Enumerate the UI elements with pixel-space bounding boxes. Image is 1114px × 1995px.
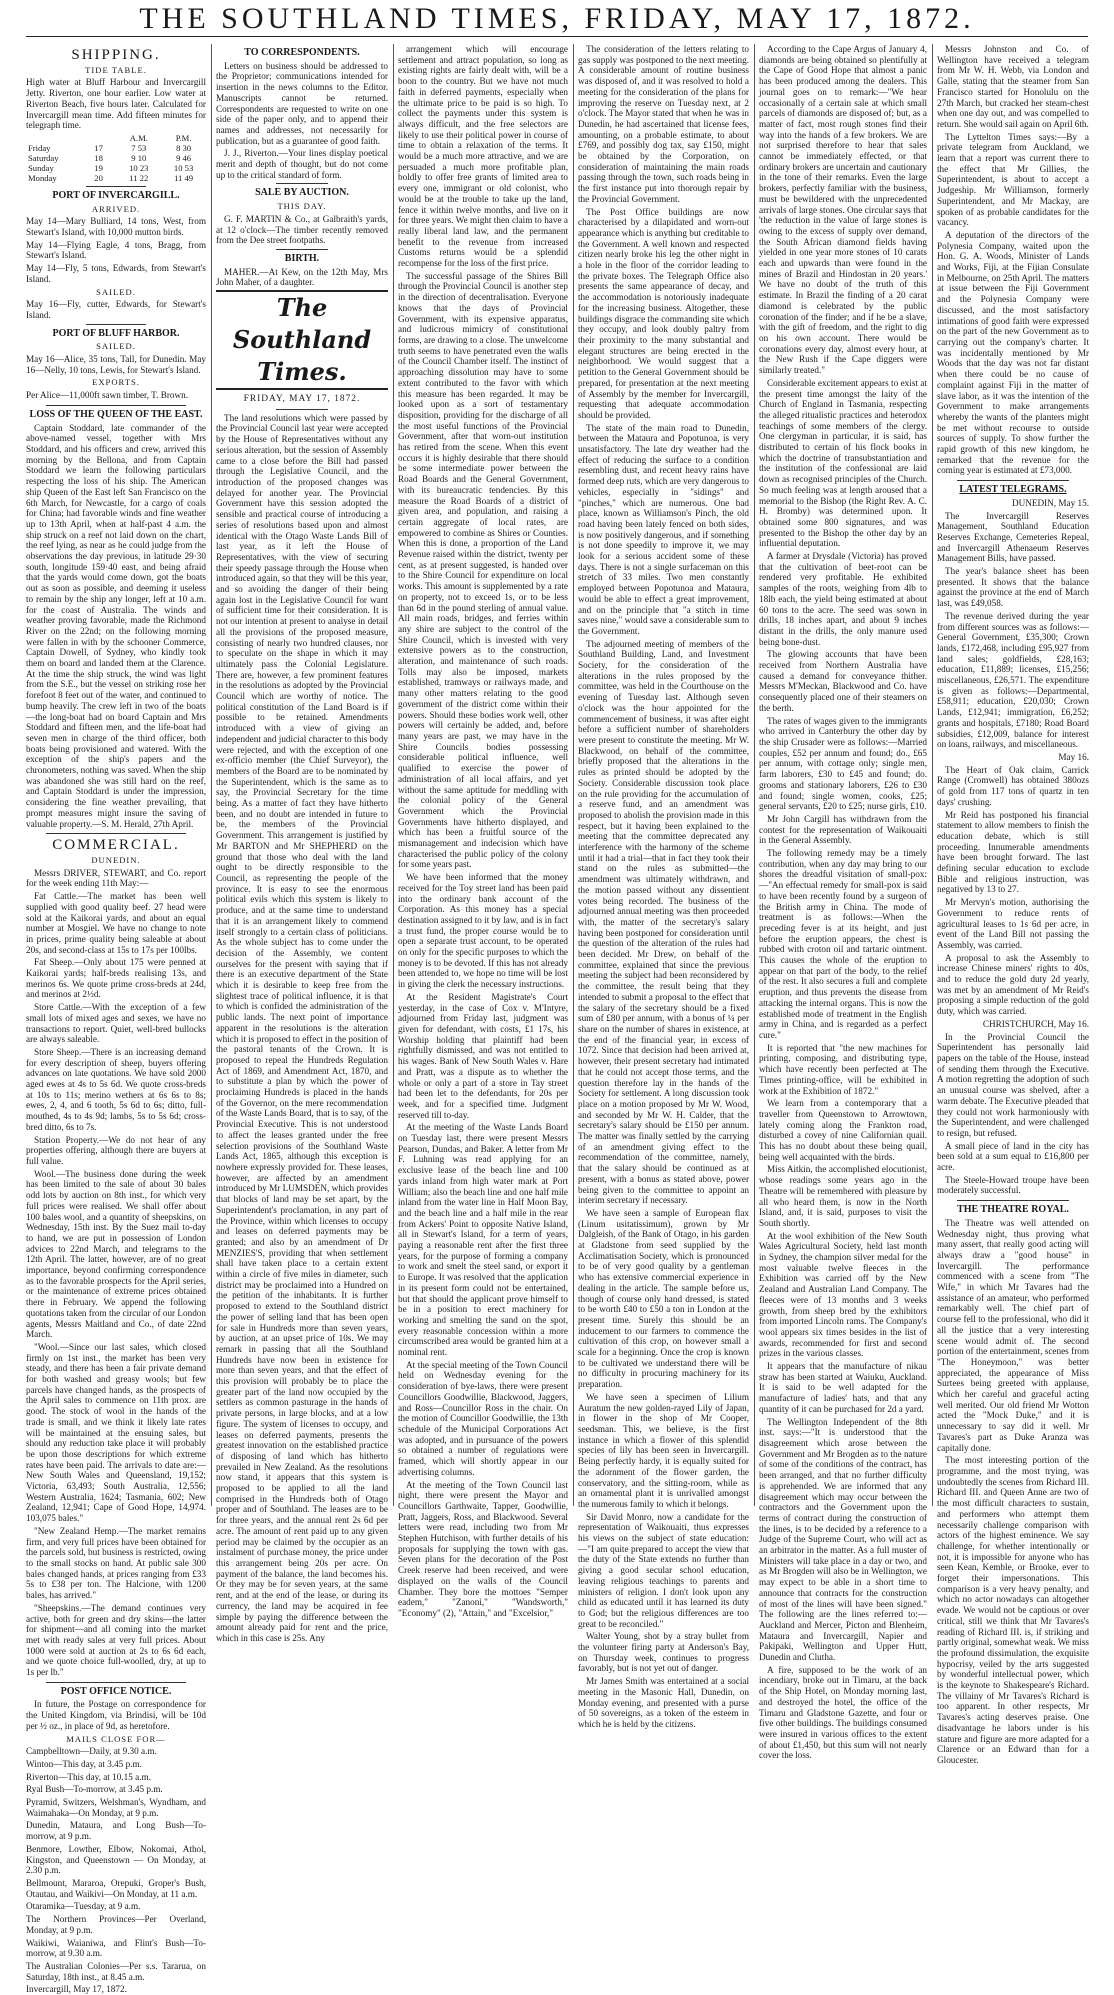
mail-entry: Ryal Bush—To-morrow, at 3.45 p.m. [26,1784,163,1795]
tide-cell: 10 23 [129,162,149,173]
tide-cell: 9 10 [131,152,147,163]
article-paragraph: At the Resident Magistrate's Court yesterday, in the case of Cox v. M'Intyre, adjourned from Friday last, judgment was given for defendant, with costs, £1 17s, his Worship holding that plaintiff had been rightfully dismissed, and was not entitled to his wages. Bank of New South Wales v. Hare and Pratt, was a dispute as to whether the whole or only a part of a store in Tay street had been let to the defendants, for 20s per week, and for a specified time. Judgment reserved till to-day. [398,991,568,1120]
article-paragraph: G. F. MARTIN & Co., at Galbraith's yards, at 12 o'clock—The timber recently removed from the Dee street footpaths. [216,213,388,246]
exports-entry: Per Alice—11,000ft sawn timber, T. Brown. [26,390,189,401]
article-paragraph: "Wool.—Since our last sales, which closed firmly on 1st inst., the market has been very steady, and there has been a fair private demand for both washed and greasy wools; but few parcels have changed hands, as the prospects of the April sales to commence on 11th prox. are good. The stock of wool in the hands of the trade is small, and we think it likely late rates will be maintained at the ensuing sales, but should any reduction take place it will probably be upon those descriptions for which extreme rates have been paid. The arrivals to date are:— New South Wales and Queensland, 19,152; Victoria, 63,493; South Australia, 12,556; Western Australia, 1624; Tasmania, 602; New Zealand, 12,941; Cape of Good Hope, 14,974. 103,075 bales." [26,1341,206,1524]
divider [86,186,146,187]
tide-cell: 20 [94,172,103,183]
telegram-paragraph: A proposal to ask the Assembly to increase Chinese miners' rights to 40s, and to reduce the gold duty 2d yearly, was met by an amendment of Mr Reid's proposing a simple reduction of the gold duty, which was carried. [937,952,1089,1017]
commercial-heading: COMMERCIAL. [52,837,180,854]
article-paragraph: In future, the Postage on correspondence for the United Kingdom, via Brindisi, will be 10d per ½ oz., in place of 9d, as heretofore. [26,1699,206,1731]
tide-cell: 9 46 [176,152,192,163]
column-6 [937,44,1089,1765]
article-paragraph: A fire, supposed to be the work of an incendiary, broke out in Timaru, at the back of the Ship Hotel, on Monday morning last, and destroyed the hotel, the office of the Timaru and Gladstone Gazette, and four or five other buildings. The buildings consumed were insured in various offices to the extent of about £1,450, but this sum will not nearly cover the loss. [759,1664,927,1761]
article-paragraph: Miss Aitkin, the accomplished elocutionist, whose readings some years ago in the Theatre will be remembered with pleasure by all who heard them, is now in the North Island, and, it is said, purposes to visit the South shortly. [759,1164,927,1228]
arrival-entry: May 14—Fly, 5 tons, Edwards, from Stewart's Island. [26,263,206,284]
divider [276,409,328,410]
tide-row [26,143,206,153]
telegram-paragraph: In the Provincial Council the Superintendent has personally laid papers on the table of the House, instead of sending them through the Executive. A motion regretting the adoption of such an unusual course was shelved, after a warm debate. The Executive pleaded that they could not work harmoniously with the Superintendent, and were challenged to resign, but refused. [937,1031,1089,1138]
article-paragraph: The successful passage of the Shires Bill through the Provincial Council is another step in the direction of decentralisation. Everyone knows that the days of Provincial Government, with its expensive apparatus, and ludicrous mimicry of constitutional forms, are drawing to a close. The unwelcome truth seems to have penetrated even the walls of the Council Chamber itself. The instinct of approaching dissolution may have to some extent contributed to the favor with which this measure has been regarded. It may be looked upon as a sort of testamentary disposition, providing for the discharge of all the most useful functions of the Provincial Government, after that worn-out institution has retired from the scene. When this event occurs it is highly desirable that there should be some intermediate power between the Road Boards and the General Government, with its bureaucratic tendencies. By this measure the Road Boards of a district of given area, and population, and raising a certain aggregate of local rates, are empowered to combine as Shires or Counties. When this is done, a proportion of the Land Revenue raised within the district, twenty per cent, as at present suggested, is handed over to the Shire Council for expenditure on local works. This amount is supplemented by a rate on property, not to exceed 1s, or to be less than 6d in the pound sterling of annual value. All main roads, bridges, and ferries within any shire are subject to the control of the Shire Council, which is invested with very extensive powers as to the construction, alteration, and maintenance of such roads. Tolls may also be imposed, markets established, tramways or railways made, and many other matters relating to the good government of the district come within their powers. Should these bodies work well, other powers will certainly be added, and, before many years are past, we may have in the Shire Councils bodies possessing considerable political influence, well qualified to exercise the power of administration of all local affairs, and yet without the same aptitude for meddling with the colonial policy of the General Government which the Provincial Governments have hitherto displayed, and which has been a fruitful source of the mismanagement and indecision which have characterised the public policy of the colony for some years past. [398,270,568,870]
column-divider [393,44,394,1506]
article-paragraph: We have seen a sample of European flax (Linum usitatissimum), grown by Mr Dalgleish, of the Bank of Otago, in his garden at Gladstone from seed supplied by the Acclimatisation Society, which is pronounced to be of very good quality by a gentleman who has extensive commercial experience in dealing in the article. The sample before us, though of course only hand dressed, is stated to be worth £40 to £50 a ton in London at the present time. Surely this should be an inducement to our farmers to commence the cultivation of this crop, on however small a scale for a beginning. Once the crop is known to be cultivated we understand there will be no difficulty in procuring machinery for its preparation. [578,1207,749,1390]
column-divider [932,44,933,1506]
divider [276,183,328,184]
sale-subheading: THIS DAY. [277,201,327,212]
masthead-rule [26,36,1088,37]
article-paragraph: Store Sheep.—There is an increasing demand for every description of sheep, buyers offering advances on late quotations. We have sold 2000 aged ewes at 4s to 5s 6d. We quote cross-breds at 10s to 11s; merino wethers at 6s 6s to 8s; ewes, 2, 4, and 6 tooth, 5s 6d to 6s; ditto, full-mouthed, 4s to 4s 9d; lambs, 5s to 5s 6d; cross-bred ditto, 6s to 7s. [26,1046,206,1132]
mail-entry: Bellmount, Mararoa, Orepuki, Groper's Bush, Otautau, and Waikivi—On Monday, at 11 a.m. [26,1877,206,1899]
telegram-paragraph: Mr Reid has postponed his financial statement to allow members to finish the education debate, which is still proceeding. Innumerable amendments have been brought forward. The last defining secular education to exclude Bible and religious instruction, was negatived by 13 to 27. [937,809,1089,895]
tide-cell: Saturday [28,152,59,163]
telegram-paragraph: A small piece of land in the city has been sold at a sum equal to £16,800 per acre. [937,1140,1089,1173]
port-bluff-heading: PORT OF BLUFF HARBOR. [52,327,180,339]
article-heading: LOSS OF THE QUEEN OF THE EAST. [29,408,203,420]
article-paragraph: Considerable excitement appears to exist at the present time amongst the laity of the Church of England in Tasmania, respecting the alleged ritualistic practices and heterodox teachings of some members of the clergy. One clergyman in particular, it is said, has distributed to certain of his flock books in which the doctrine of transubstantiation and the institution of the confessional are laid down as recognised principles of the Church. So much feeling was at length aroused that a memorial to the Bishop (the Right Rev. A. C. H. Bromby) was determined upon. It obtained some 800 signatures, and was presented to the Bishop the other day by an influential deputation. [759,377,927,549]
article-paragraph: The land resolutions which were passed by the Provincial Council last year were accepted by the House of Representatives without any serious alteration, but the session of Assembly came to a close before the Bill had passed through the Legislative Council, and the introduction of the proposed changes was delayed for another year. The Provincial Government have this session adopted the sensible and practical course of introducing a series of resolutions based upon and almost identical with the Otago Waste Lands Bill of last year, as it left the House of Representatives, with the view of securing their speedy passage through the House when introduced again, so that they will be this year, and so avoiding the danger of their being again lost in the Legislative Council for want of sufficient time for their consideration. It is not our intention at present to analyse in detail all the provisions of the proposed measure, consisting of nearly two hundred clauses, nor to speculate on the shape in which it may ultimately pass the Colonial Legislature. There are, however, a few prominent features in the resolutions as adopted by the Provincial Council which are worthy of notice. The political constitution of the Land Board is if possible to be retained. Amendments introduced with a view of giving an independent and judicial character to this body were rejected, and with the exception of one ex-officio member (the Chief Surveyor), the members of the Board are to be nominated by the Superintendent, which is the same as to say, the Provincial Secretary for the time being. As a matter of fact they have hitherto been, and no doubt are intended in future to be, the members of the Provincial Government. This arrangement is justified by Mr BARTON and Mr SHEPHERD on the ground that those who deal with the land ought to be directly responsible to the Council, as representing the people of the province. It is easy to see the enormous political evils which this system is likely to produce, and at the same time to understand that it is an arrangement likely to commend itself strongly to a certain class of politicians. As the whole subject has to come under the decision of the Assembly, we content ourselves for the present with saying that if there is an executive department of the State which it is desirable to keep free from the slightest trace of political influence, it is that to which is confided the administration of the public lands. The next point of importance apparent in the resolutions is the alteration which it is proposed to effect in the position of the pastoral tenants of the Crown. It is proposed to repeal the Hundreds Regulation Act of 1869, and Amendment Act, 1870, and to substitute a plan by which the power of proclaiming Hundreds is placed in the hands of the Governor, on the mere recommendation of the Waste Lands Board, that is to say, of the Provincial Executive. This is not understood to affect the leases granted under the free selection provisions of the Southland Waste Lands Act, 1865, although this exception is nowhere expressly provided for. These leases, however, are affected by an amendment introduced by Mr LUMSDEN, which provides that blocks of land may be set apart, by the Superintendent's proclamation, in any part of the Province, within which licenses to occupy and leases on deferred payments may be granted; and also by an amendment of Dr MENZIES'S, providing that when settlement shall have taken place to a certain extent within a circle of five miles in diameter, such district may be proclaimed into a Hundred on the petition of the inhabitants. It is further proposed to extend to the Southland district the power of selling land that has been open for sale in Hundreds more than seven years, by auction, at an upset price of 10s. We may remark in passing that all the Southland Hundreds have now been in existence for more than seven years, and that the effect of this provision will probably be to place the greater part of the land now occupied by the settlers as common pasturage in the hands of private persons, in large blocks, and at a low figure. The system of licenses to occupy, and leases on deferred payments, presents the greatest innovation on the established practice of disposing of land which has hitherto prevailed in New Zealand. As the resolutions now stand, it appears that this system is proposed to be applied to all the land comprised in the Hundreds both of Otago proper and of Southland. The leases are to be for three years, and the annual rent 2s 6d per acre. The amount of rent paid up to any given period may be claimed by the occupier as an instalment of purchase money, the price under this arrangement being 20s per acre. On payment of the balance, the land becomes his. Or they may be for seven years, at the same rent, and at the end of the lease, or during its currency, the land may be acquired in fee simple by paying the difference between the amount already paid for rent and the price, which in this case is 25s. Any [216,412,388,1643]
tide-cell: 19 [94,162,103,173]
telegram-paragraph: The Invercargill Reserves Management, Southland Education Reserves Exchange, Cemeteries Repeal, and Invercargill Athenaeum Reserves Management Bills, have passed. [937,510,1089,564]
tide-intro: High water at Bluff Harbour and Invercargill Jetty. Riverton, one hour earlier. Low water at Riverton Beach, five hours later. Calculated for Invercargill mean time. Add fifteen minutes for telegraph time. [26,77,206,131]
tide-column-header: A.M. [129,132,148,143]
column-4 [578,44,749,1729]
masthead: THE SOUTHLAND TIMES, FRIDAY, MAY 17, 1872. [139,2,975,35]
article-paragraph: Mr John Cargill has withdrawn from the contest for the representation of Waikouaiti in the General Assembly. [759,813,927,846]
dateline: FRIDAY, MAY 17, 1872. [243,394,361,405]
article-paragraph: The Post Office buildings are now characterised by a dilapidated and worn-out appearance which is anything but creditable to the Government. A well known and respected citizen nearly broke his leg the other night in a hole in the floor of the corridor leading to the private boxes. The Telegraph Office also presents the same appearance of decay, and the accommodation is notoriously inadequate for the increasing business. Altogether, these buildings disgrace the commanding site which they occupy, and look doubly paltry from their proximity to the many substantial and elegant structures are being erected in the neighborhood. We would suggest that a petition to the General Government should be prepared, for presentation at the next meeting of Assembly by the member for Invercargill, requesting that adequate accommodation should be provided. [578,206,749,420]
tide-column-header [92,133,116,143]
exports-label: EXPORTS. [92,377,140,388]
article-paragraph: We have seen a specimen of Lilium Auratum the new golden-rayed Lily of Japan, in flower in the shop of Mr Cooper, seedsman. This, we believe, is the first instance in which a flower of this splendid species of lily has been seen in Invercargill. Being perfectly hardy, it is equally suited for the adornment of the flower garden, the conservatory, and the sitting-room, while as an ornamental plant it is unrivalled amongst the numerous family to which it belongs. [578,1391,749,1509]
mail-entry: Waikiwi, Waianiwa, and Flint's Bush—To-morrow, at 9.30 a.m. [26,1937,206,1959]
tide-cell: Friday [28,142,51,153]
post-office-heading: POST OFFICE NOTICE. [60,1685,172,1697]
tide-row [26,153,206,163]
divider [276,249,328,250]
mails-close-label: MAILS CLOSE FOR— [66,1733,166,1744]
article-paragraph: Letters on business should be addressed to the Proprietor; communications intended for insertion in the news columns to the Editor. Manuscripts cannot be returned. Correspondents are requested to write on one side of the paper only, and to append their names and addresses, not necessarily for publication, but as a guarantee of good faith. [216,60,388,146]
article-paragraph: Wool.—The business done during the week has been limited to the sale of about 30 bales odd lots by auction on 8th inst., for which very full prices were realised. We shall offer about 100 bales wool, and a quantity of sheepskins, on Wednesday, 15th inst. By the Suez mail to-day to hand, we are put in possession of London advices to 22nd March, and telegrams to the 12th April. The latter, however, are of no great importance, beyond confirming correspondence as to the favorable prospects for the April series, or the maintenance of extreme prices obtained there in February. We append the following quotations taken from the circular of our London agents, Messrs Maitland and Co., of date 22nd March. [26,1168,206,1340]
article-paragraph: The Lyttelton Times says:—By a private telegram from Auckland, we learn that a report was current there to the effect that Mr Gillies, the Superintendent, is about to accept a Judgeship. Mr Williamson, formerly Superintendent, and Mr Mackay, are spoken of as probable candidates for the vacancy. [937,131,1089,228]
article-paragraph: Walter Young, shot by a stray bullet from the volunteer firing party at Anderson's Bay, on Thursday week, continues to progress favorably, but is not yet out of danger. [578,1631,749,1674]
tide-cell: 17 [94,142,103,153]
divider [46,1682,186,1683]
birth-heading: BIRTH. [284,252,320,264]
shipping-heading: SHIPPING. [71,47,161,63]
divider [46,833,186,834]
tide-cell: 11 49 [174,172,194,183]
article-paragraph: Messrs DRIVER, STEWART, and Co. report for the week ending 11th May:— [26,867,206,889]
article-paragraph: Captain Stoddard, late commander of the above-named vessel, together with Mrs Stoddard, and his officers and crew, arrived this morning by the Bellona, and from Captain Stoddard we learn the following particulars respecting the loss of his ship. The American ship Queen of the East left San Francisco on the 6th March, for Newcastle, for a cargo of coals for China; had favorable winds and fine weather up to 13th April, when at half-past 4 a.m. the ship struck on a reef not laid down on the chart, the reef lying, as near as he could judge from the observations the day previous, in latitude 29·30 south, longitude 159·40 east, and being afraid that the yards would come down, got the boats out as soon as possible, and deeming it useless to remain by the ship any longer, left at 10 a.m. for the coast of Australia. The winds and weather proving favorable, made the Richmond River on the 22nd; on the following morning were fallen in with by the schooner Commerce, Captain Dowell, of Sydney, who kindly took them on board and landed them at the Clarence. At the time the ship struck, the wind was light from the S.E., but the vessel on striking rose her forefoot 8 feet out of the water, and continued to bump heavily. The crew left in two of the boats—the long-boat had on board Captain and Mrs Stoddard and fifteen men, and the life-boat had seven men in charge of the third officer, both boats being provisioned and watered. With the exception of the ship's papers and the chronometers, nothing was saved. When the ship was abandoned she was still hard on the reef, and Captain Stoddard is under the impression, considering the fine weather prevailing, that prompt measures might insure the saving of valuable property.—S. M. Herald, 27th April. [26,422,206,829]
column-divider [754,44,755,1506]
mail-entry: Riverton—This day, at 10.15 a.m. [26,1771,151,1782]
sailed-label: SAILED. [96,341,136,352]
arrival-entry: May 14—Flying Eagle, 4 tons, Bragg, from Stewart's Island. [26,239,206,261]
article-paragraph: The glowing accounts that have been received from Northern Australia have caused a demand for conveyance thither. Messrs M'Meckan, Blackwood and Co. have consequently placed one of their steamers on the berth. [759,649,927,713]
postmaster-line: Invercargill, May 17, 1872. [26,1984,127,1995]
tide-column-header [26,133,92,143]
article-paragraph: arrangement which will encourage settlement and attract population, so long as existing rights are fairly dealt with, will be a boon to the country. But we have not much faith in deferred payments, especially when the ultimate price to be paid is so high. To collect the payments under this system is always difficult, and the free selectors are likely to use their political power in course of time to obtain a relaxation of the terms. It would be a much more attractive, and we are persuaded a much more profitable plan, boldly to offer free grants of limited area to every one, immigrant or old colonist, who would be at the trouble to take up the land, fence it within twelve months, and live on it for three years. We might then claim to have a really liberal land law, and the permanent benefit to the revenue from increased Customs returns would be a splendid recompense for the loss of the first price. [398,44,568,269]
tide-cell: Sunday [28,162,54,173]
theatre-heading: THE THEATRE ROYAL. [957,1204,1069,1216]
tide-column-header: P.M. [175,132,192,143]
telegram-paragraph: The revenue derived during the year from different sources was as follows:—General Government, £35,300; Crown lands, £172,468, including £95,927 from land sales; goldfields, £28,163; education, £11,889; licenses, £15,256; miscellaneous, £26,571. The expenditure is given as follows:—Departmental, £58,911; education, £20,030; Crown Lands, £12,941; immigration, £6,252; grants and hospitals, £7180; Road Board subsidies, £12,009, balance for interest on loans, railways, and miscellaneous. [937,610,1089,750]
article-paragraph: A farmer at Drysdale (Victoria) has proved that the cultivation of beet-root can be rendered very profitable. He exhibited samples of the roots, weighing from 4lb to 18lb each, the yield being estimated at about 60 tons to the acre. The seed was sown in drills, 18 inches apart, and about 9 inches distant in the drills, the only manure used being bone-dust. [759,551,927,647]
article-paragraph: "New Zealand Hemp.—The market remains firm, and very full prices have been obtained for the parcels sold, but business is restricted, owing to the small stocks on hand. At public sale 300 bales changed hands, at prices ranging from £33 5s to £38 per ton. The Halcione, with 1200 bales, has arrived." [26,1525,206,1601]
mail-entry: The Northern Provinces—Per Overland, Monday, at 9 p.m. [26,1914,206,1935]
tide-heading: TIDE TABLE. [85,64,147,75]
article-paragraph: Fat Cattle.—The market has been well supplied with good quality beef. 27 head were sold at the Kaikorai yards, and about an equal number at Mosgiel. We have no change to note in prices, prime quality being saleable at about 20s, and second-class at 15s to 17s per 100lbs. [26,891,206,955]
column-divider [573,44,574,1506]
article-paragraph: The most interesting portion of the programme, and the most trying, was undoubtedly the scenes from Richard III. Richard III. and Queen Anne are two of the most difficult characters to sustain, and performers who attempt them necessarily challenge comparison with actors of the highest eminence. We say challenge, for whether intentionally or not, it is impossible for anyone who has seen Kean, Kemble, or Brooke, ever to forget their impersonations. This comparison is a very heavy penalty, and which no actor nowadays can altogether evade. We would not be captious or over critical, still we think that Mr Tavares's reading of Richard III. is, if striking and partly original, somewhat weak. We miss the profound dissimulation, the exquisite hypocrisy, veiled by the arts suggested by wonderful intellectual power, which is the keynote to Shakespeare's Richard. The villainy of Mr Tavares's Richard is too apparent. In other respects, Mr Tavares's acting deserves praise. One disadvantage he labors under is his stature and figure are more adapted for a Clarence or an Edward than for a Gloucester. [937,1455,1089,1765]
port-invercargill-heading: PORT OF INVERCARGILL. [52,189,180,201]
arrived-label: ARRIVED. [91,203,141,214]
column-5 [759,44,927,1761]
tide-cell: 18 [94,152,103,163]
article-paragraph: At the special meeting of the Town Council held on Wednesday evening for the consideration of bye-laws, there were present Councillors Goodwillie, Blackwood, Jaggers, and Ross—Councillor Ross in the chair. On the motion of Councillor Goodwillie, the 13th schedule of the Municipal Corporations Act was adopted, and in pursuance of the powers so obtained a number of regulations were framed, which will shortly appear in our advertising columns. [398,1359,568,1477]
mail-entry: Otaramika—Tuesday, at 9 a.m. [26,1901,141,1912]
mail-entry: Pyramid, Switzers, Welshman's, Wyndham, and Waimahaka—On Monday, at 9 p.m. [26,1797,206,1818]
telegrams-heading: LATEST TELEGRAMS. [959,484,1067,496]
divider [46,405,186,406]
divider [957,1200,1069,1201]
newspaper-title: The Southland Times. [216,290,388,390]
tide-cell: 8 30 [176,142,192,153]
tide-table [26,133,206,183]
article-paragraph: Sir David Monro, now a candidate for the representation of Waikouaiti, thus expresses his views on the subject of state education:—"I am quite prepared to accept the view that the duty of the State extends no further than giving a good secular school education, leaving religious teachings to parents and ministers of religion. I don't look upon any child as educated until it has learned its duty to God; but the religious differences are too great to be reconciled." [578,1511,749,1629]
mail-entry: The Australian Colonies—Per s.s. Tararua, on Saturday, 18th inst., at 8.45 a.m. [26,1960,206,1982]
article-paragraph: The following remedy may be a timely contribution, when any day may bring to our shores the dreadful visitation of small-pox:—"An effectual remedy for small-pox is said to have been recently found by a surgeon of the British army in China. The mode of treatment is as follows:—When the preceding fever is at its height, and just before the eruption appears, the chest is rubbed with croton oil and tartaric ointment. This causes the whole of the eruption to appear on that part of the body, to the relief of the rest. It also secures a full and complete eruption, and thus prevents the disease from attacking the internal organs. This is now the established mode of treatment in the English army in China, and is regarded as a perfect cure." [759,848,927,1040]
article-paragraph: The adjourned meeting of members of the Southland Building, Land, and Investment Society, for the consideration of the alterations in the rules proposed by the committee, was held in the Courthouse on the evening of Tuesday last. Although seven o'clock was the hour appointed for the commencement of business, it was after eight before a sufficient number of shareholders were present to constitute the meeting. Mr W. Blackwood, on behalf of the committee, briefly proposed that the alterations in the rules as printed should be adopted by the Society. Considerable discussion took place on the rule providing for the accumulation of a reserve fund, and an amendment was proposed to abolish the provision made in this respect, but it having been explained to the meeting that the committee deprecated any interference with the harmony of the scheme until it had a trial—that in fact they took their stand on the rules as submitted—the amendment was ultimately withdrawn, and the motion passed without any dissentient votes being recorded. The business of the adjourned annual meeting was then proceeded with, the matter of the secretary's salary having been postponed for consideration until the question of the alteration of the rules had been decided. Mr Drew, on behalf of the committee, explained that since the previous meeting the subject had been reconsidered by the committee, the result being that they intended to submit a proposal to the effect that the salary of the secretary should be a fixed sum of £80 per annum, with a bonus of ¼ per share on the number of shares in existence, at the end of the financial year, in excess of 1072. Since that decision had been arrived at, however, their present secretary had intimated that he could not accept those terms, and the question therefore lay in the hands of the Society for settlement. A long discussion took place on a motion proposed by Mr W. Wood, and seconded by Mr W. H. Calder, that the secretary's salary should be £150 per annum. The matter was finally settled by the carrying of an amendment giving effect to the recommendation of the committee, namely, that the salary should be continued as at present, with a bonus as stated above, power being given to the committee to appoint an interim secretary if necessary. [578,638,749,1206]
sale-heading: SALE BY AUCTION. [255,187,349,199]
article-paragraph: Fat Sheep.—Only about 175 were penned at Kaikorai yards; half-breds realising 13s, and merinos 6s. We quote prime cross-breds at 24d, and merinos at 2½d. [26,957,206,1000]
telegram-paragraph: The Heart of Oak claim, Carrick Range (Cromwell) has obtained 380ozs of gold from 117 tons of quartz in ten days' crushing. [937,764,1089,807]
article-paragraph: The Theatre was well attended on Wednesday night, thus proving what many assert, that really good acting will always draw a "good house" in Invercargill. The performance commenced with a scene from "The Wife," in which Mr Tavares had the assistance of an amateur, who performed remarkably well. The chief part of course fell to the professional, who did it all the justice that a very interesting scene would admit of. The second portion of the entertainment, scenes from "The Honeymoon," was better appreciated, the appearance of Miss Surtees being greeted with applause, which her careful and graceful acting well merited. Our old friend Mr Wotton acted the "Mock Duke," and it is unnecessary to say did it well. Mr Tavares's part as Duke Aranza was capitally done. [937,1217,1089,1453]
article-paragraph: At the meeting of the Town Council last night, there were present the Mayor and Councillors Garthwaite, Tapper, Goodwillie, Pratt, Jaggers, Ross, and Blackwood. Several letters were read, including two from Mr Stephen Hutchison, with further details of his proposals for supplying the town with gas. Seven plans for the decoration of the Post Creek reserve had been received, and were displayed on the walls of the Council Chamber. They bore the mottoes "Semper eadem," "Zanoni," "Wandsworth," "Economy" (2), "Attain," and "Excelsior," [398,1479,568,1618]
article-paragraph: At the wool exhibition of the New South Wales Agricultural Society, held last month in Sydney, the champion silver medal for the most valuable twelve fleeces in the Exhibition was carried off by the New Zealand and Australian Land Company. The fleeces were of 13 months and 3 weeks growth, from sheep bred by the exhibitors from imported Lincoln rams. The Company's wool appears six times besides in the list of awards, recommended for first and second prizes in the various classes. [759,1230,927,1359]
column-3 [398,44,568,1618]
tide-cell: 11 22 [129,172,149,183]
tide-row [26,163,206,173]
article-paragraph: We learn from a contemporary that a traveller from Queenstown to Arrowtown, lately coming along the Frankton road, disturbed a covey of nine Californian quail. This has no doubt about these being quail, being well acquainted with the birds. [759,1098,927,1162]
article-paragraph: The state of the main road to Dunedin, between the Mataura and Popotunoa, is very unsatisfactory. The late dry weather had the effect of reducing the surface to a condition resembling dust, and recent heavy rains have formed deep ruts, which are very dangerous to vehicles, especially in "sidings" and "pinches," which are numerous. One bad place, known as Williamson's Pinch, the old road having been lately fenced on both sides, is now positively dangerous, and if something is not done speedily to improve it, we may look for a serious accident some of these days. There is not a single surfaceman on this stretch of 33 miles. Two men constantly employed between Popotunoa and Mataura, would be able to effect a great improvement, and on the principle that "a stitch in time saves nine," would save a considerable sum to the Government. [578,422,749,636]
column-2 [216,44,388,1643]
article-paragraph: At the meeting of the Waste Lands Board on Tuesday last, there were present Messrs Pearson, Dundas, and Baker. A letter from Mr F. Luhning was read applying for an exclusive lease of the beach line and 100 yards inland from high water mark at Port William; also the beach line and one half mile inland from the water line in Half Moon Bay, and the beach line and a half mile in the rear from Ackers' Point to opposite Native Island, all in Stewart's Island, for a term of years, paying a reasonable rent after the first three years, for the purpose of forming a company to work and smelt the steel sand, or export it to Europe. It was resolved that the application in its present form could not be entertained, but that should the applicant prove himself to be in a position to erect machinery for working and smelting the sand on the spot, every reasonable concession within a more circumscribed area would be granted him at a nominal rent. [398,1122,568,1358]
article-paragraph: We have been informed that the money received for the Toy street land has been paid into the ordinary bank account of the Corporation. As this money has a special destination assigned to it by law, and is in fact a trust fund, the proper course would be to open a separate trust account, to be operated on only for the specific purposes to which the money is to be devoted. If this has not already been attended to, we hope no time will be lost in giving the clerk the necessary instructions. [398,872,568,990]
article-paragraph: It appears that the manufacture of nikau straw has been started at Waiuku, Auckland. It is said to be well adapted for the manufacture of ladies' hats, and that any quantity of it can be purchased for 2d a yard. [759,1361,927,1414]
column-divider [211,44,212,1506]
article-paragraph: J. J., Riverton.—Your lines display poetical merit and depth of thought, but do not come up to the critical standard of form. [216,148,388,180]
article-paragraph: A deputation of the directors of the Polynesia Company, waited upon the Hon. G. A. Woods, Minister of Lands and Works, Fiji, at the Fijian Consulate in Melbourne, on 25th April. The matters at issue between the Fiji Government and the Polynesia Company were discussed, and the most satisfactory intimations of good faith were expressed on the part of the new Government as to carrying out the company's charter. It was incidentally mentioned by Mr Woods that the day was not far distant when there could be no cause of complaint against Fiji in the matter of slave labor, as it was the intention of the Government to make arrangements whereby the wants of the planters might be met without recourse to outside sources of supply. To show further the rapid growth of this new kingdom, he remarked that the revenue for the coming year is estimated at £73,000. [937,229,1089,476]
article-paragraph: "Sheepskins.—The demand continues very active, both for green and dry skins—the latter for shipment—and all coming into the market met with ready sales at very full prices. About 1000 were sold at auction at 2s to 6s 6d each, and we quote choice full-woolled, dry, at up to 1s per lb." [26,1602,206,1678]
mail-entry: Winton—This day, at 3.45 p.m. [26,1758,142,1769]
sailed-entry: May 16—Fly, cutter, Edwards, for Stewart's Island. [26,299,206,320]
column-1 [26,44,206,1995]
divider [957,480,1069,481]
telegram-paragraph: Mr Mervyn's motion, authorising the Government to reduce rents of agricultural leases to 1s 6d per acre, in event of the Land Bill not passing the Assembly, was carried. [937,897,1089,950]
article-paragraph: The consideration of the letters relating to gas supply was postponed to the next meeting. A considerable amount of routine business was disposed of, and it was resolved to hold a meeting for the consideration of the plans for improving the reserve on Tuesday next, at 2 o'clock. The Mayor stated that when he was in Dunedin, he had ascertained that license fees, amounting, on a probable estimate, to about £769, and possibly dog tax, say £150, might be obtained by the Corporation, on consideration of maintaining the main roads passing through the town, such roads being in the first instance put into thorough repair by the Provincial Government. [578,44,749,204]
tide-cell: 10 53 [173,162,194,173]
telegram-paragraph: CHRISTCHURCH, May 16. [982,1018,1089,1029]
sailed-entry: May 16—Alice, 35 tons, Tall, for Dunedin. May 16—Nelly, 10 tons, Lewis, for Stewart's Island. [26,354,206,375]
article-paragraph: The Wellington Independent of the 8th inst. says:—"It is understood that the disagreement which arose between the Government and Mr Brogden as to the nature of some of the conditions of the contract, has been arranged, and that no further difficulty is apprehended. We are informed that any disagreement which may occur between the contractors and the Government upon the terms of contract during the construction of the lines, is to be decided by a reference to a Judge of the Supreme Court, who will act as an arbitrator in the matter. As a full muster of Ministers will take place in a day or two, and as Mr Brogden will also be in Wellington, we may expect to be able in a short time to announce that contracts for the construction of most of the lines will have been signed." The following are the lines referred to:—Auckland and Mercer, Picton and Blenheim, Mataura and Invercargill, Napier and Pakipaki, Wellington and Upper Hutt, Dunedin and Clutha. [759,1416,927,1663]
dunedin-label: DUNEDIN. [91,855,141,865]
sailed-label: SAILED. [96,286,136,297]
mail-entry: Dunedin, Mataura, and Long Bush—To-morrow, at 9 p.m. [26,1820,206,1842]
telegram-paragraph: DUNEDIN, May 15. [1011,497,1089,508]
divider [86,324,146,325]
arrival-entry: May 14—Mary Bulliard, 14 tons, West, from Stewart's Island, with 10,000 mutton birds. [26,216,206,238]
article-paragraph: Messrs Johnston and Co. of Wellington have received a telegram from Mr W. H. Webb, via London and Galle, stating that the steamer from San Francisco started for Honolulu on the 27th March, but cracked her steam-chest when one day out, and was compelled to return. She would sail again on April 6th. [937,44,1089,129]
article-paragraph: According to the Cape Argus of January 4, diamonds are being obtained so plentifully at the Cape of Good Hope that almost a panic has been produced among the dealers. This journal goes on to remark:—"We hear occasionally of a certain sale at which small parcels of diamonds are disposed of; but, as a matter of fact, most rough stones find their way into the hands of a few brokers. We are not surprised therefore to hear that sales cannot be immediately effected, or that ordinary brokers are uncertain and cautionary in the tone of their remarks. Even the large brokers, perfectly familiar with the business, must be bewildered with the unprecedented arrivals of large stones. One circular says that 'the reduction in the value of large stones is owing to the excess of supply over demand, the South African diamond fields having yielded in one year more stones of 10 carats each and upwards than were found in the mines of Brazil and Hindostan in 20 years.' We have no doubt of the truth of this estimate. In Brazil the finding of a 20 carat diamond is celebrated by the public coronation of the finder; and if he be a slave, with the gift of freedom, and the right to dig on his own account. There would be coronations every day, almost every hour, at the New Rush if the Cape diggers were similarly treated." [759,44,927,376]
telegram-paragraph: The year's balance sheet has been presented. It shows that the balance against the province at the end of March last, was £49,058. [937,566,1089,609]
telegram-paragraph: May 16. [1058,752,1089,762]
article-paragraph: Store Cattle.—With the exception of a few small lots of mixed ages and sexes, we have no transactions to report. Quiet, well-bred bullocks are always saleable. [26,1002,206,1045]
article-paragraph: Station Property.—We do not hear of any properties offering, although there are buyers at full value. [26,1134,206,1166]
tide-cell: 7 53 [131,142,147,153]
tide-row [26,173,206,183]
article-paragraph: MAHER.—At Kew, on the 12th May, Mrs John Maher, of a daughter. [216,266,388,288]
correspondents-heading: TO CORRESPONDENTS. [244,47,360,58]
mail-entry: Campbelltown—Daily, at 9.30 a.m. [26,1746,157,1757]
telegram-paragraph: The Steele-Howard troupe have been moderately successful. [937,1174,1089,1196]
article-paragraph: It is reported that "the new machines for printing, composing, and distributing type, which have recently been perfected at The Times printing-office, will be exhibited in work at the Exhibition of 1872." [759,1042,927,1096]
article-paragraph: The rates of wages given to the immigrants who arrived in Canterbury the other day by the ship Crusader were as follows:—Married couples, £52 per annum and found; do., £65 per annum, with cottage only; single men, farm laborers, £30 to £45 and found; do. grooms and stationary laborers, £26 to £30 and found; single women, cooks, £25; general servants, £20 to £25; nurse girls, £10. [759,715,927,812]
tide-cell: Monday [28,172,57,183]
mail-entry: Benmore, Lowther, Elbow, Nokomai, Athol, Kingston, and Queenstown — On Monday, at 2.30 p.m. [26,1843,206,1876]
article-paragraph: Mr James Smith was entertained at a social meeting in the Masonic Hall, Dunedin, on Monday evening, and presented with a purse of 50 sovereigns, as a token of the esteem in which he is held by the citizens. [578,1676,749,1729]
